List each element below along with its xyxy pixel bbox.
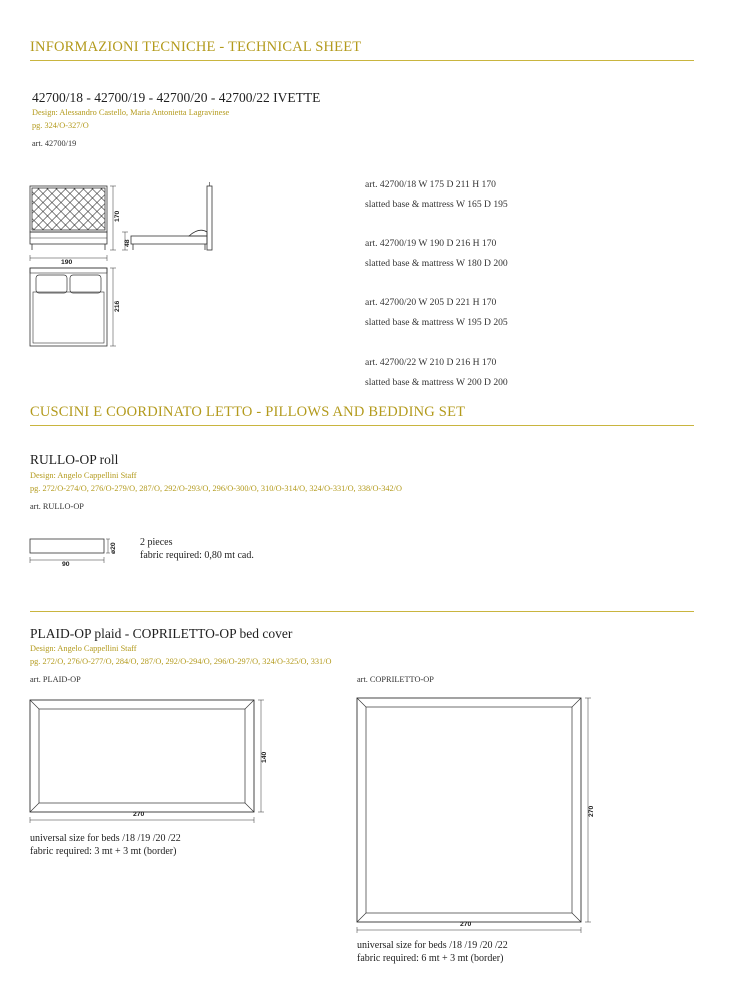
spec-base-19: slatted base & mattress W 180 D 200	[365, 258, 508, 269]
plaid-fabric-note: fabric required: 3 mt + 3 mt (border)	[30, 846, 177, 857]
roll-diameter-dimension: ø20	[110, 542, 117, 554]
cover-height-dimension: 270	[588, 805, 595, 817]
spec-base-18: slatted base & mattress W 165 D 195	[365, 199, 508, 210]
spec-base-20: slatted base & mattress W 195 D 205	[365, 317, 508, 328]
product-art-code: art. 42700/19	[32, 139, 77, 148]
product-design-credit: Design: Alessandro Castello, Maria Antonietta Lagravinese	[32, 108, 230, 117]
roll-pieces: 2 pieces	[140, 537, 173, 548]
spec-art-20: art. 42700/20 W 205 D 221 H 170	[365, 297, 497, 308]
product-title-ivette: 42700/18 - 42700/19 - 42700/20 - 42700/22 IVETTE	[32, 90, 321, 105]
cover-size-note: universal size for beds /18 /19 /20 /22	[357, 940, 508, 951]
rullo-design-credit: Design: Angelo Cappellini Staff	[30, 471, 137, 480]
roll-drawing	[25, 535, 135, 570]
roll-fabric: fabric required: 0,80 mt cad.	[140, 550, 254, 561]
plaid-pages: pg. 272/O, 276/O-277/O, 284/O, 287/O, 292/O-294/O, 296/O-297/O, 324/O-325/O, 331/O	[30, 657, 332, 666]
spec-art-18: art. 42700/18 W 175 D 211 H 170	[365, 179, 496, 190]
plaid-size-note: universal size for beds /18 /19 /20 /22	[30, 833, 181, 844]
plaid-design-credit: Design: Angelo Cappellini Staff	[30, 644, 137, 653]
cover-width-dimension: 270	[460, 921, 472, 928]
bed-depth-dimension: 216	[114, 300, 121, 312]
plaid-drawing	[25, 695, 275, 830]
bed-side-view-drawing	[115, 180, 225, 260]
bed-height-dimension: 170	[114, 210, 121, 222]
rullo-art-code: art. RULLO-OP	[30, 502, 84, 511]
section-title-pillows: CUSCINI E COORDINATO LETTO - PILLOWS AND BEDDING SET	[30, 404, 466, 420]
plaid-width-dimension: 270	[133, 811, 145, 818]
bed-top-view-drawing	[25, 252, 135, 352]
roll-length-dimension: 90	[62, 561, 70, 568]
cover-art-code: art. COPRILETTO-OP	[357, 675, 434, 684]
section-title-technical-sheet: INFORMAZIONI TECNICHE - TECHNICAL SHEET	[30, 39, 362, 55]
section-divider	[30, 60, 694, 61]
bed-cover-drawing	[352, 693, 602, 938]
bed-width-dimension: 190	[61, 259, 73, 266]
product-title-rullo: RULLO-OP roll	[30, 452, 119, 467]
rullo-pages: pg. 272/O-274/O, 276/O-279/O, 287/O, 292/O-293/O, 296/O-300/O, 310/O-314/O, 324/O-331/O, 338/O-342/O	[30, 484, 402, 493]
spec-art-22: art. 42700/22 W 210 D 216 H 170	[365, 357, 497, 368]
section-divider	[30, 425, 694, 426]
plaid-art-code: art. PLAID-OP	[30, 675, 81, 684]
cover-fabric-note: fabric required: 6 mt + 3 mt (border)	[357, 953, 504, 964]
bed-base-height-dimension: 48	[124, 239, 131, 247]
spec-art-19: art. 42700/19 W 190 D 216 H 170	[365, 238, 497, 249]
spec-base-22: slatted base & mattress W 200 D 200	[365, 377, 508, 388]
section-divider	[30, 611, 694, 612]
product-pages: pg. 324/O-327/O	[32, 121, 89, 130]
product-title-plaid: PLAID-OP plaid - COPRILETTO-OP bed cover	[30, 626, 293, 641]
plaid-height-dimension: 140	[261, 751, 268, 763]
